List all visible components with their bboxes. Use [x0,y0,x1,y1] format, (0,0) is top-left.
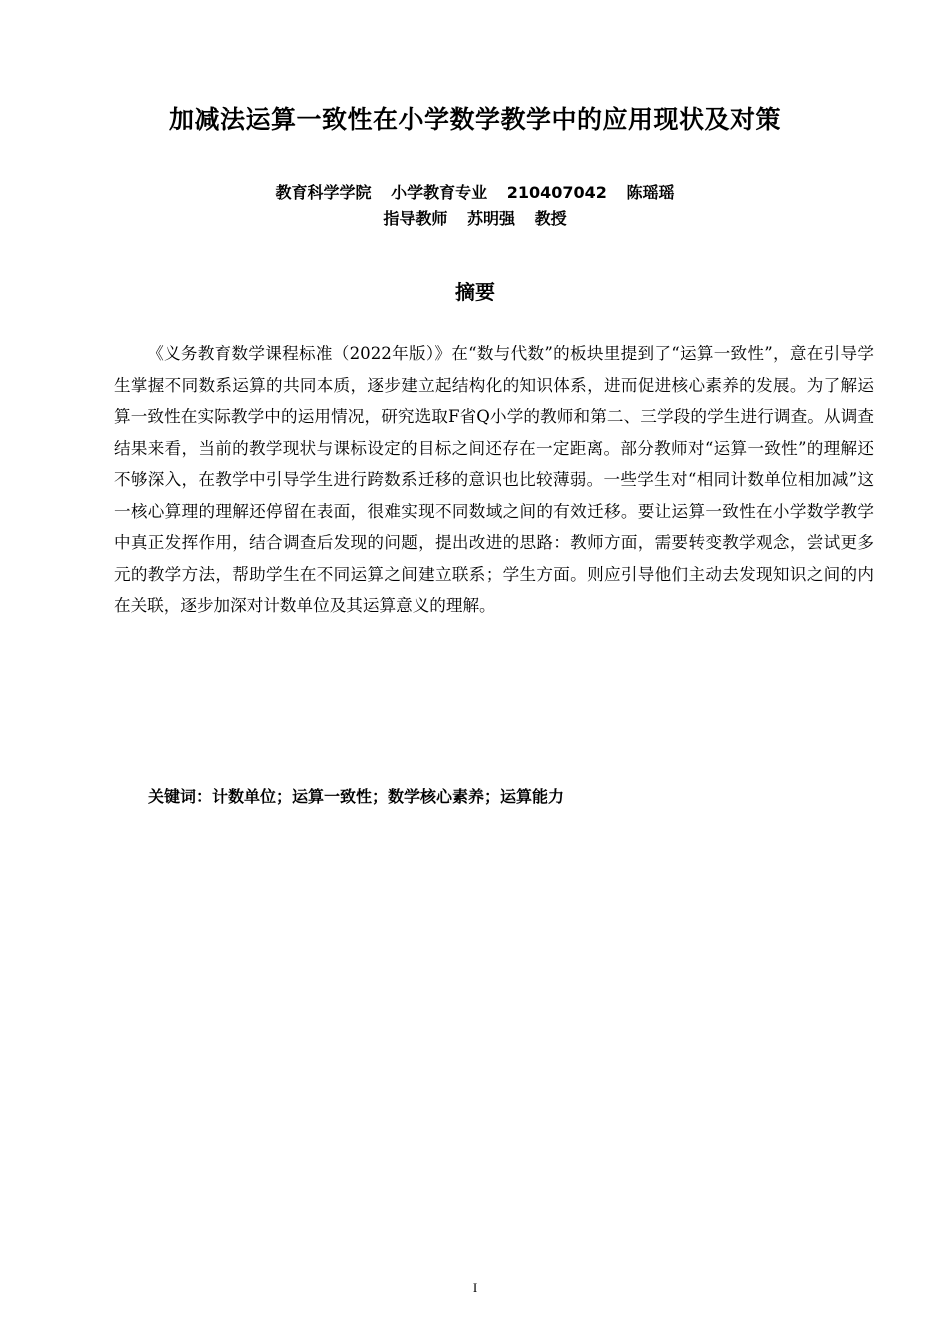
advisor-label: 指导教师 [383,209,448,228]
paper-title: 加减法运算一致性在小学数学教学中的应用现状及对策 [168,105,781,134]
author-major: 小学教育专业 [391,183,488,202]
page-number: I [472,1280,478,1295]
abstract-heading: 摘要 [455,280,495,304]
advisor-info-line [0,206,950,229]
advisor-title: 教授 [534,209,567,228]
author-college: 教育科学学院 [275,183,372,202]
abstract-body: 《义务教育数学课程标准（2022年版）》在“数与代数”的板块里提到了“运算一致性”，意在引导学生掌握不同数系运算的共同本质，逐步建立起结构化的知识体系，进而促进核心素养的发展。为了解运算一致性在实际教学中的运用情况，研究选取F省Q小学的教师和第二、三学段的学生进行调查。从调查结果来看，当前的教学现状与课标设定的目标之间还存在一定距离。部分教师对“运算一致性”的理解还不够深入，在教学中引导学生进行跨数系迁移的意识也比较薄弱。一些学生对“相同计数单位相加减”这一核心算理的理解还停留在表面，很难实现不同数域之间的有效迁移。要让运算一致性在小学数学教学中真正发挥作用，结合调查后发现的问题，提出改进的思路：教师方面，需要转变教学观念，尝试更多元的教学方法，帮助学生在不同运算之间建立联系；学生方面。则应引导他们主动去发现知识之间的内在关联，逐步加深对计数单位及其运算意义的理解。 [114,344,874,615]
author-name: 陈瑶瑶 [626,183,675,202]
keywords-line: 关键词：计数单位；运算一致性；数学核心素养；运算能力 [148,787,565,806]
author-info-line [0,180,950,203]
advisor-name: 苏明强 [466,209,515,228]
author-student-id: 210407042 [506,183,607,202]
